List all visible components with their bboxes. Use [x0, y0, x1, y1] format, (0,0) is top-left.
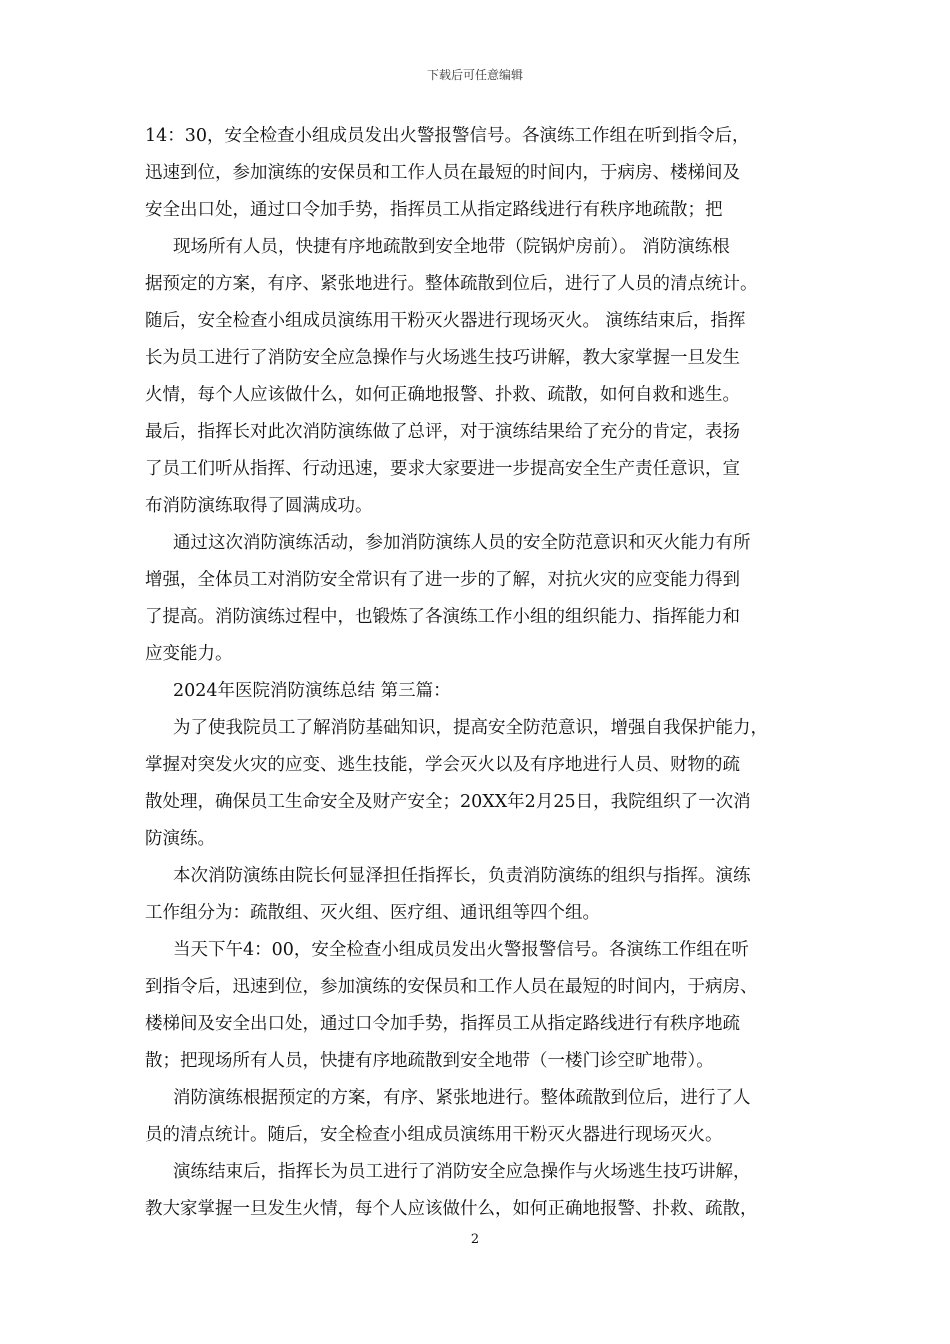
text-line: 散处理，确保员工生命安全及财产安全；20XX年2月25日，我院组织了一次消: [145, 792, 751, 812]
text-line: 14：30，安全检查小组成员发出火警报警信号。各演练工作组在听到指令后，: [145, 126, 750, 146]
text-line: 长为员工进行了消防安全应急操作与火场逃生技巧讲解，教大家掌握一旦发生: [145, 348, 740, 368]
text-line: 迅速到位，参加演练的安保员和工作人员在最短的时间内，于病房、楼梯间及: [145, 163, 740, 183]
text-line: 随后，安全检查小组成员演练用干粉灭火器进行现场灭火。 演练结束后，指挥: [145, 311, 746, 331]
text-line: 防演练。: [145, 829, 215, 849]
text-line: 工作组分为：疏散组、灭火组、医疗组、通讯组等四个组。: [145, 903, 600, 923]
text-line: 员的清点统计。随后，安全检查小组成员演练用干粉灭火器进行现场灭火。: [145, 1125, 723, 1145]
text-line: 楼梯间及安全出口处，通过口令加手势，指挥员工从指定路线进行有秩序地疏: [145, 1014, 740, 1034]
text-line: 现场所有人员，快捷有序地疏散到安全地带（院锅炉房前）。 消防演练根: [173, 237, 730, 257]
text-line: 火情，每个人应该做什么，如何正确地报警、扑救、疏散，如何自救和逃生。: [145, 385, 740, 405]
text-line: 散；把现场所有人员，快捷有序地疏散到安全地带（一楼门诊空旷地带）。: [145, 1051, 714, 1071]
text-line: 了员工们听从指挥、行动迅速，要求大家要进一步提高安全生产责任意识，宣: [145, 459, 740, 479]
text-line: 当天下午4：00，安全检查小组成员发出火警报警信号。各演练工作组在听: [173, 940, 749, 960]
text-line: 应变能力。: [145, 644, 233, 664]
page-header: 下载后可任意编辑: [426, 68, 523, 82]
text-line: 2024年医院消防演练总结 第三篇：: [173, 681, 451, 701]
text-line: 布消防演练取得了圆满成功。: [145, 496, 373, 516]
text-line: 为了使我院员工了解消防基础知识，提高安全防范意识，增强自我保护能力，: [173, 718, 768, 738]
text-line: 增强，全体员工对消防安全常识有了进一步的了解，对抗火灾的应变能力得到: [145, 570, 740, 590]
text-line: 通过这次消防演练活动，参加消防演练人员的安全防范意识和灭火能力有所: [173, 533, 751, 553]
document-body: [145, 118, 825, 1228]
text-line: 演练结束后，指挥长为员工进行了消防安全应急操作与火场逃生技巧讲解，: [173, 1162, 751, 1182]
text-line: 本次消防演练由院长何显泽担任指挥长，负责消防演练的组织与指挥。演练: [173, 866, 751, 886]
text-line: 据预定的方案，有序、紧张地进行。整体疏散到位后，进行了人员的清点统计。: [145, 274, 758, 294]
text-line: 了提高。消防演练过程中，也锻炼了各演练工作小组的组织能力、指挥能力和: [145, 607, 740, 627]
text-line: 消防演练根据预定的方案，有序、紧张地进行。整体疏散到位后，进行了人: [173, 1088, 751, 1108]
text-line: 教大家掌握一旦发生火情，每个人应该做什么，如何正确地报警、扑救、疏散，: [145, 1199, 758, 1219]
page-number: 2: [470, 1232, 480, 1247]
text-line: 安全出口处，通过口令加手势，指挥员工从指定路线进行有秩序地疏散；把: [145, 200, 723, 220]
text-line: 掌握对突发火灾的应变、逃生技能，学会灭火以及有序地进行人员、财物的疏: [145, 755, 740, 775]
text-line: 到指令后，迅速到位，参加演练的安保员和工作人员在最短的时间内，于病房、: [145, 977, 758, 997]
text-line: 最后，指挥长对此次消防演练做了总评，对于演练结果给了充分的肯定，表扬: [145, 422, 740, 442]
